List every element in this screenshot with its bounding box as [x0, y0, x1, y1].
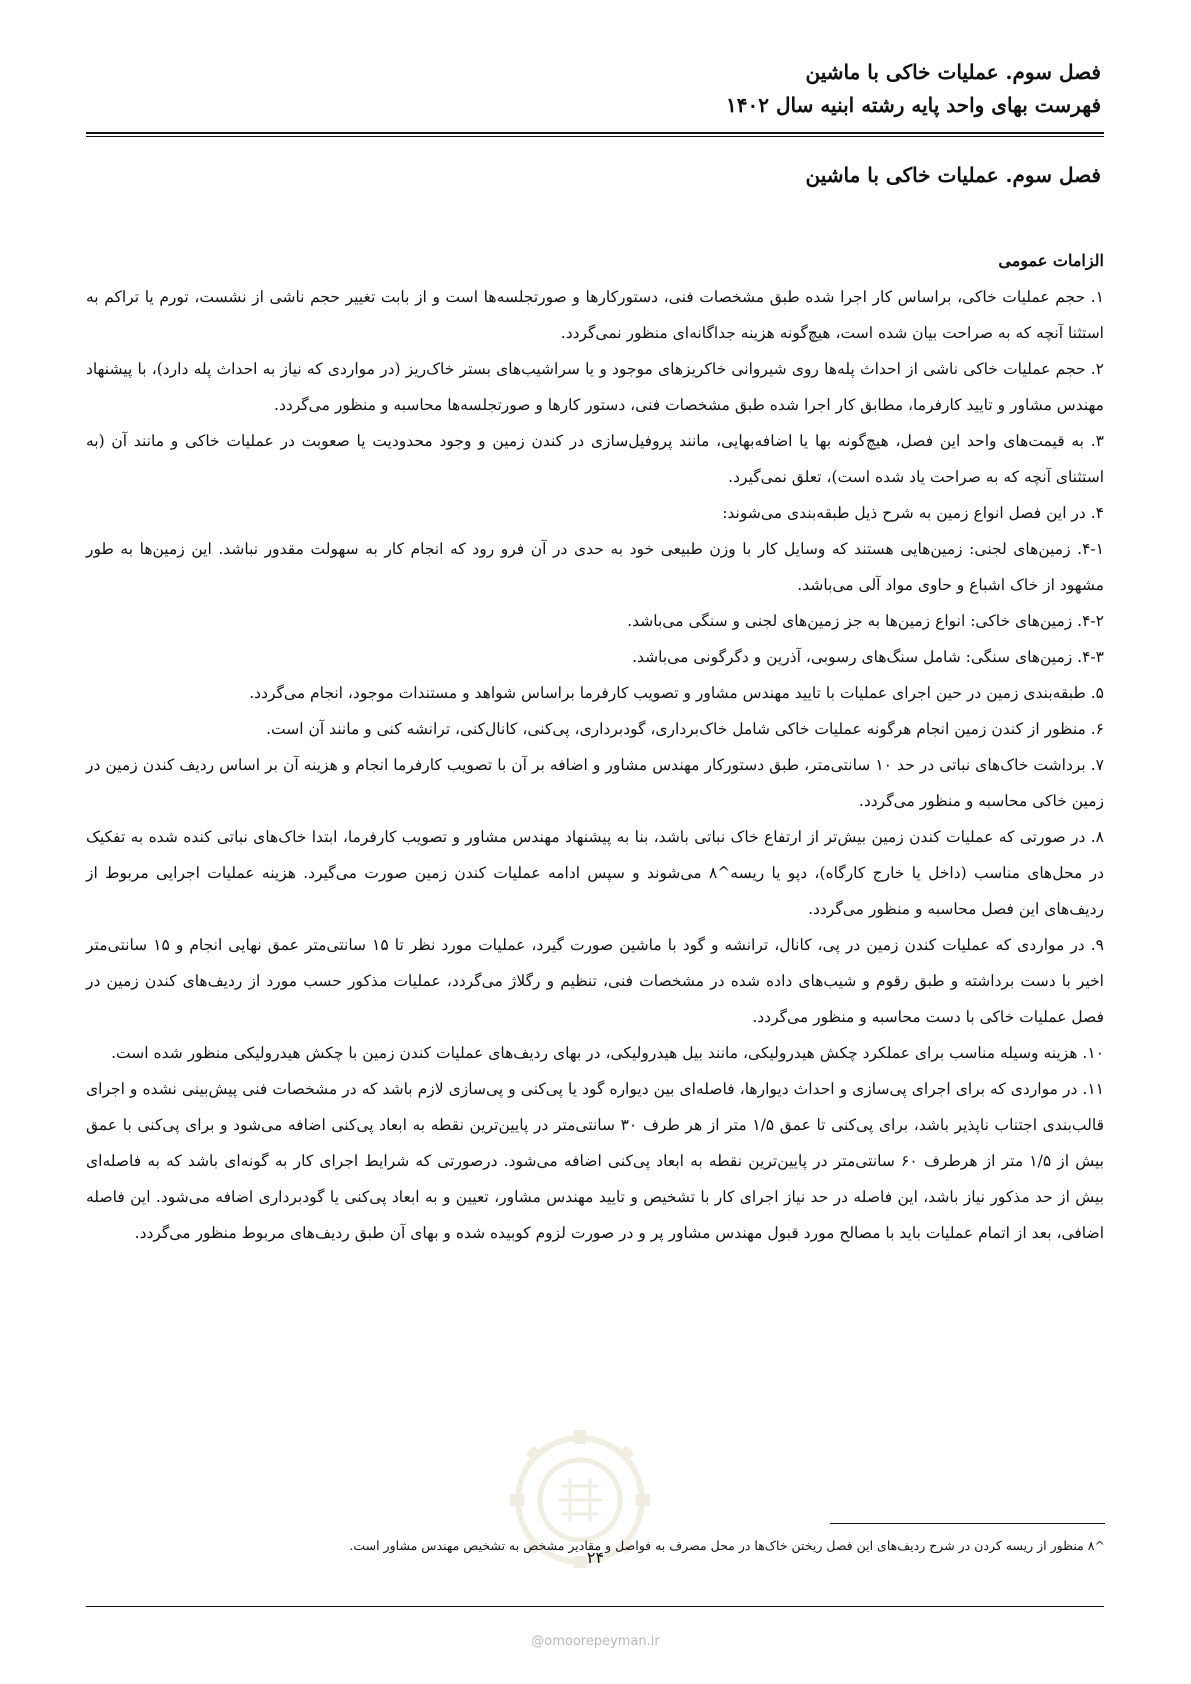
header-chapter-title: فصل سوم. عملیات خاکی با ماشین	[805, 60, 1101, 84]
footnote: ^۸ منظور از ریسه کردن در شرح ردیف‌های این فصل ریختن خاک‌ها در محل مصرف به فواصل و مقادیر مشخص به تشخیص مهندس مشاور است.	[349, 1538, 1105, 1553]
main-content	[86, 243, 1104, 1251]
paragraph-8: ۸. در صورتی که عملیات کندن زمین بیش‌تر از ارتفاع خاک نباتی باشد، بنا به پیشنهاد مهندس مشاور و تصویب کارفرما، ابتدا خاک‌های نباتی کنده شده به تفکیک در محل‌های مناسب (داخل یا خارج کارگاه)، دپو یا ریسه^۸ می‌شوند و سپس ادامه عملیات کندن زمین صورت می‌گیرد. هزینه عملیات اجرایی مربوط از ردیف‌های این فصل محاسبه و منظور می‌گردد.	[86, 828, 1104, 918]
paragraph-6: ۶. منظور از کندن زمین انجام هرگونه عملیات خاکی شامل خاک‌برداری، گودبرداری، پی‌کنی، کانال‌کنی، ترانشه کنی و مانند آن است.	[266, 720, 1104, 738]
footer-rule	[86, 1606, 1104, 1607]
paragraph-10: ۱۰. هزینه وسیله مناسب برای عملکرد چکش هیدرولیکی، مانند بیل هیدرولیکی، در بهای ردیف‌های عملیات کندن زمین با چکش هیدرولیکی منظور شده است.	[111, 1044, 1104, 1062]
paragraph-11: ۱۱. در مواردی که برای اجرای پی‌سازی و احداث دیوارها، فاصله‌ای بین دیواره گود یا پی‌کنی و پی‌سازی لازم باشد که در مشخصات فنی پیش‌بینی نشده و اجرای قالب‌بندی اجتناب ناپذیر باشد، برای پی‌کنی تا عمق ۱/۵ متر از هر طرف ۳۰ سانتی‌متر در پایین‌ترین نقطه به ابعاد پی‌کنی اضافه می‌شود و برای پی‌کنی با عمق بیش از ۱/۵ متر از هرطرف ۶۰ سانتی‌متر در پایین‌ترین نقطه به ابعاد پی‌کنی اضافه می‌شود. درصورتی که شرایط اجرای کار به گونه‌ای باشد که به فاصله‌ای بیش از حد مذکور نیاز باشد، این فاصله در حد نیاز اجرای کار با تشخیص و تایید مهندس مشاور، تعیین و به ابعاد پی‌کنی یا گودبرداری اضافه می‌شود. این فاصله اضافی، بعد از اتمام عملیات باید با مصالح مورد قبول مهندس مشاور پر و در صورت لزوم کوبیده شده و بهای آن طبق ردیف‌های مربوط منظور می‌گردد.	[86, 1080, 1104, 1242]
page-number: ۲۴	[586, 1548, 605, 1567]
paragraph-3: ۳. به قیمت‌های واحد این فصل، هیچ‌گونه بها یا اضافه‌بهایی، مانند پروفیل‌سازی در کندن زمین و وجود محدودیت یا صعوبت در عملیات خاکی و مانند آن (به استثنای آنچه که به صراحت یاد شده است)، تعلق نمی‌گیرد.	[86, 432, 1104, 486]
paragraph-9: ۹. در مواردی که عملیات کندن زمین در پی، کانال، ترانشه و گود با ماشین صورت گیرد، عملیات مورد نظر تا ۱۵ سانتی‌متر عمق نهایی انجام و ۱۵ سانتی‌متر اخیر با دست برداشته و طبق رقوم و شیب‌های داده شده در مشخصات فنی، تنظیم و رگلاژ می‌گردد، عملیات مذکور حسب مورد از ردیف‌های کندن زمین در فصل عملیات خاکی با دست محاسبه و منظور می‌گردد.	[86, 936, 1104, 1026]
paragraph-4-2: ۴-۲. زمین‌های خاکی: انواع زمین‌ها به جز زمین‌های لجنی و سنگی می‌باشد.	[627, 612, 1104, 630]
header-subtitle: فهرست بهای واحد پایه رشته ابنیه سال ۱۴۰۲	[726, 93, 1101, 117]
paragraph-7: ۷. برداشت خاک‌های نباتی در حد ۱۰ سانتی‌متر، طبق دستورکار مهندس مشاور و اضافه بر آن با تصویب کارفرما انجام و هزینه آن بر اساس ردیف کندن زمین در زمین خاکی محاسبه و منظور می‌گردد.	[86, 756, 1104, 810]
paragraph-1: ۱. حجم عملیات خاکی، براساس کار اجرا شده طبق مشخصات فنی، دستورکارها و صورتجلسه‌ها است و از بابت تغییر حجم ناشی از نشست، تورم یا تراکم به استثنا آنچه که به صراحت بیان شده است، هیچ‌گونه هزینه جداگانه‌ای منظور نمی‌گردد.	[86, 288, 1104, 342]
header-rule-thin	[86, 136, 1104, 137]
footnote-rule	[830, 1523, 1105, 1524]
paragraph-4: ۴. در این فصل انواع زمین به شرح ذیل طبقه‌بندی می‌شوند:	[722, 504, 1104, 522]
section-heading: الزامات عمومی	[998, 251, 1104, 270]
paragraph-4-3: ۴-۳. زمین‌های سنگی: شامل سنگ‌های رسوبی، آذرین و دگرگونی می‌باشد.	[632, 648, 1104, 666]
paragraph-4-1: ۴-۱. زمین‌های لجنی: زمین‌هایی هستند که وسایل کار با وزن طبیعی خود به حدی در آن فرو رود که انجام کار به سهولت مقدور نباشد. این زمین‌ها به طور مشهود از خاک اشباع و حاوی مواد آلی می‌باشد.	[86, 540, 1104, 594]
header-rule-thick	[86, 132, 1104, 134]
chapter-heading: فصل سوم. عملیات خاکی با ماشین	[805, 163, 1101, 187]
paragraph-5: ۵. طبقه‌بندی زمین در حین اجرای عملیات با تایید مهندس مشاور و تصویب کارفرما براساس شواهد و مستندات موجود، انجام می‌گردد.	[249, 684, 1104, 702]
paragraph-2: ۲. حجم عملیات خاکی ناشی از احداث پله‌ها روی شیروانی خاکریزهای موجود و یا سراشیب‌های بستر خاک‌ریز (در مواردی که نیاز به احداث پله دارد)، با پیشنهاد مهندس مشاور و تایید کارفرما، مطابق کار اجرا شده طبق مشخصات فنی، دستور کارها و صورتجلسه‌ها محاسبه و منظور می‌گردد.	[86, 360, 1104, 414]
watermark-url: @omoorepeyman.ir	[531, 1634, 660, 1649]
